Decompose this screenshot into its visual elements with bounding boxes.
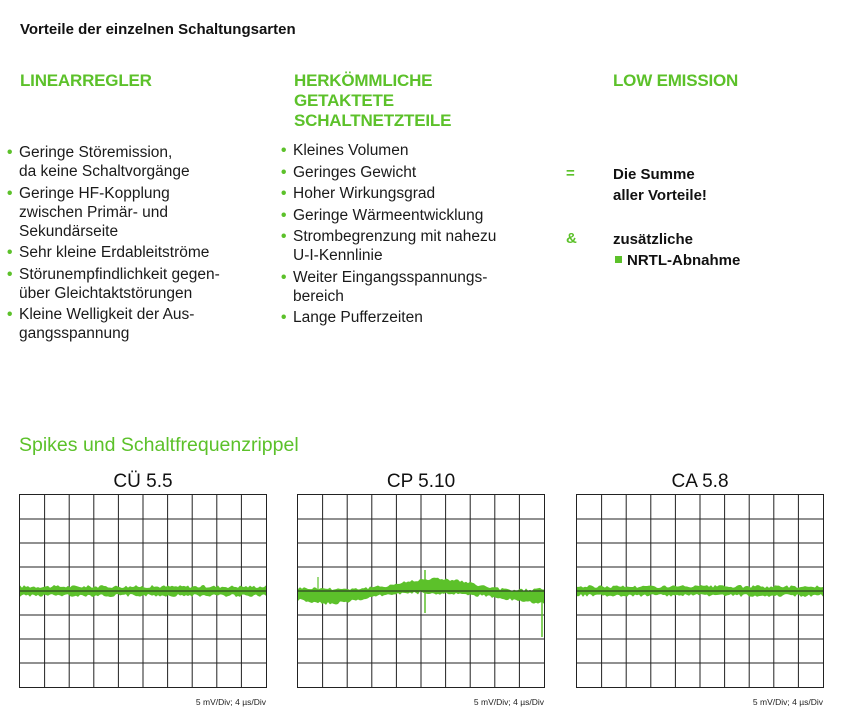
bullet-icon: • [281, 206, 287, 224]
list-item [281, 268, 551, 306]
bullet-icon: • [7, 144, 13, 161]
list-item [7, 305, 272, 343]
oscilloscope-trace-cp [298, 495, 544, 687]
bullet-icon: • [281, 163, 287, 181]
list-item [281, 308, 551, 327]
green-square-icon [615, 256, 622, 263]
advantages-list-schaltnetzteile [281, 141, 551, 330]
list-item [7, 243, 272, 262]
oscilloscope-trace-cu [20, 495, 266, 687]
list-item-text: Geringe HF-Kopplung zwischen Primär- und Sekundärseite [19, 184, 170, 240]
oscilloscope-panel-ca [576, 494, 824, 688]
list-item-text: Strombegrenzung mit nahezu U-I-Kennlinie [293, 228, 497, 264]
extra-line: zusätzliche [613, 231, 694, 248]
scope-scale-ca: 5 mV/Div; 4 µs/Div [752, 697, 823, 707]
heading-line: SCHALTNETZTEILE [294, 111, 452, 130]
page-title: Vorteile der einzelnen Schaltungsarten [20, 21, 296, 38]
list-item [281, 206, 551, 225]
equals-symbol: = [566, 165, 575, 182]
column-heading-linearregler [20, 71, 152, 91]
summary-line: Die Summe [613, 166, 695, 183]
oscilloscope-panel-cp [297, 494, 545, 688]
list-item-text: Störunempfindlichkeit gegen- über Gleichtaktstörungen [19, 265, 220, 302]
bullet-icon: • [281, 142, 287, 159]
bullet-icon: • [7, 244, 13, 261]
list-item [7, 265, 272, 303]
list-item-text: Geringes Gewicht [293, 163, 417, 181]
bullet-icon: • [281, 185, 287, 202]
scope-scale-cu: 5 mV/Div; 4 µs/Div [195, 697, 266, 707]
list-item-text: Sehr kleine Erdableitströme [19, 244, 210, 261]
list-item [281, 163, 551, 182]
nrtl-label: NRTL-Abnahme [627, 252, 741, 269]
bullet-icon: • [281, 228, 287, 245]
scope-label-ca: CA 5.8 [671, 471, 729, 492]
bullet-icon: • [7, 306, 13, 323]
ampersand-symbol: & [566, 230, 577, 247]
heading-line: GETAKTETE [294, 91, 394, 110]
list-item [7, 143, 272, 181]
list-item [281, 184, 551, 203]
list-item [7, 184, 272, 241]
bullet-icon: • [281, 309, 287, 326]
heading-line: LINEARREGLER [20, 71, 152, 90]
nrtl-line [615, 250, 740, 271]
scope-label-cp: CP 5.10 [386, 471, 456, 492]
oscilloscope-panel-cu [19, 494, 267, 688]
scope-scale-cp: 5 mV/Div; 4 µs/Div [473, 697, 544, 707]
extra-text [613, 229, 740, 271]
list-item-text: Hoher Wirkungsgrad [293, 185, 436, 202]
column-heading-schaltnetzteile [294, 71, 451, 131]
advantages-list-linearregler [7, 143, 272, 346]
list-item-text: Weiter Eingangsspannungs- bereich [293, 268, 488, 305]
list-item [281, 227, 551, 265]
list-item [281, 141, 551, 160]
list-item-text: Kleines Volumen [293, 142, 409, 159]
list-item-text: Geringe Wärmeentwicklung [293, 206, 484, 224]
list-item-text: Lange Pufferzeiten [293, 309, 423, 326]
bullet-icon: • [7, 265, 13, 283]
list-item-text: Kleine Welligkeit der Aus- gangsspannung [19, 306, 195, 342]
scope-label-cu: CÜ 5.5 [113, 471, 173, 492]
bullet-icon: • [7, 184, 13, 202]
summary-text [613, 164, 707, 206]
bullet-icon: • [281, 268, 287, 286]
heading-line: HERKÖMMLICHE [294, 71, 433, 90]
summary-line: aller Vorteile! [613, 187, 707, 204]
section-title: Spikes und Schaltfrequenzrippel [19, 434, 299, 456]
list-item-text: Geringe Störemission, da keine Schaltvorgänge [19, 144, 190, 180]
column-heading-low-emission: LOW EMISSION [613, 71, 739, 90]
oscilloscope-trace-ca [577, 495, 823, 687]
